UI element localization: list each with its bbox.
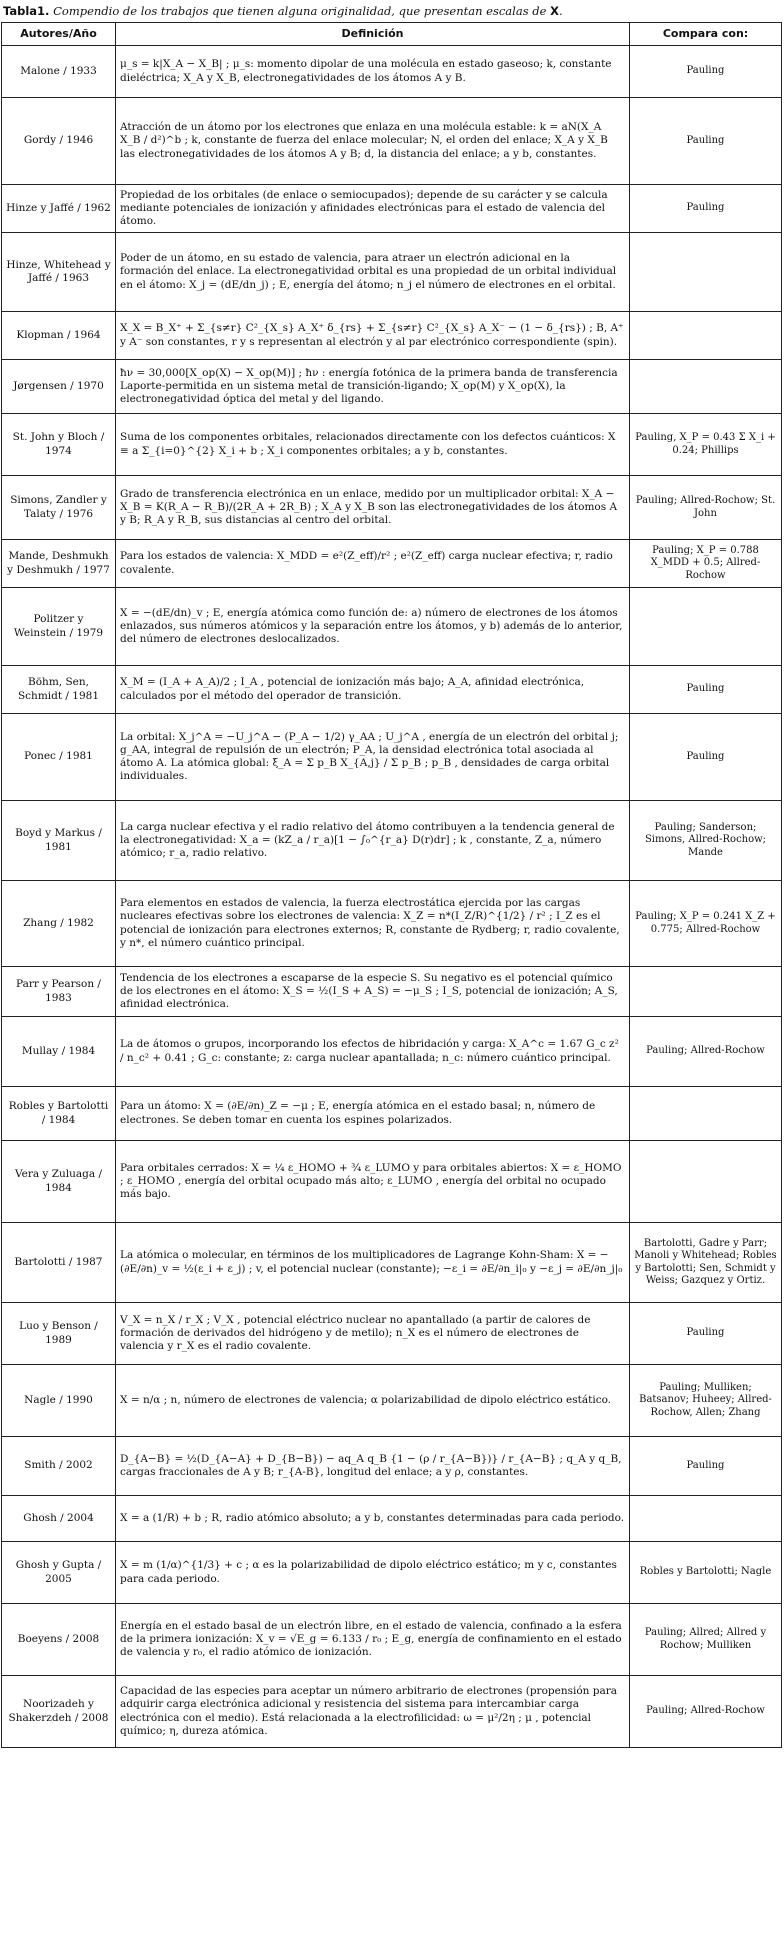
compare-cell: Pauling; Sanderson; Simons, Allred-Rochow; Mande bbox=[630, 801, 782, 881]
definition-cell: X_M = (I_A + A_A)/2 ; I_A , potencial de ionización más bajo; A_A, afinidad electrónica, calculados por el método del operador de transición. bbox=[116, 666, 630, 714]
caption-text: Compendio de los trabajos que tienen alguna originalidad, que presentan escalas de bbox=[53, 4, 547, 18]
author-cell: Luo y Benson / 1989 bbox=[2, 1303, 116, 1365]
table-row bbox=[2, 1087, 782, 1141]
compare-cell bbox=[630, 967, 782, 1017]
author-cell: Nagle / 1990 bbox=[2, 1365, 116, 1437]
caption-symbol: X bbox=[550, 4, 559, 18]
definition-cell: Atracción de un átomo por los electrones que enlaza en una molécula estable: k = aN(X_A X_B / d²)^b ; k, constante de fuerza del enlace molecular; N, el orden del enlace; X_A y X_B las electronegatividades de los átomos A y B; d, la distancia del enlace; a y b, constantes. bbox=[116, 98, 630, 185]
compare-cell: Pauling bbox=[630, 185, 782, 233]
table-row bbox=[2, 881, 782, 967]
author-cell: Robles y Bartolotti / 1984 bbox=[2, 1087, 116, 1141]
compare-cell: Pauling; X_P = 0.241 X_Z + 0.775; Allred-Rochow bbox=[630, 881, 782, 967]
header-definition: Definición bbox=[116, 23, 630, 46]
caption-end: . bbox=[558, 4, 563, 18]
author-cell: Parr y Pearson / 1983 bbox=[2, 967, 116, 1017]
author-cell: Simons, Zandler y Talaty / 1976 bbox=[2, 476, 116, 540]
definition-cell: X_X = B_X⁺ + Σ_{s≠r} C²_{X_s} A_X⁺ δ_{rs} + Σ_{s≠r} C²_{X_s} A_X⁻ − (1 − δ_{rs}) ; B, A⁺ y A⁻ son constantes, r y s representan al electrón y al par electrónico correspondiente (spin). bbox=[116, 312, 630, 360]
table-row bbox=[2, 1303, 782, 1365]
definition-cell: Suma de los componentes orbitales, relacionados directamente con los defectos cuánticos: X ≡ a Σ_{i=0}^{2} X_i + b ; X_i componentes orbitales; a y b, constantes. bbox=[116, 414, 630, 476]
table-row bbox=[2, 1141, 782, 1223]
definition-cell: Para un átomo: X = (∂E/∂n)_Z = −μ ; E, energía atómica en el estado basal; n, número de electrones. Se deben tomar en cuenta los espines polarizados. bbox=[116, 1087, 630, 1141]
definition-cell: Para orbitales cerrados: X = ¼ ε_HOMO + ¾ ε_LUMO y para orbitales abiertos: X = ε_HOMO ; ε_HOMO , energía del orbital ocupado más alto; ε_LUMO , energía del orbital no ocupado más bajo. bbox=[116, 1141, 630, 1223]
author-cell: Hinze y Jaffé / 1962 bbox=[2, 185, 116, 233]
definition-cell: μ_s = k|X_A − X_B| ; μ_s: momento dipolar de una molécula en estado gaseoso; k, constante dieléctrica; X_A y X_B, electronegatividades de los átomos A y B. bbox=[116, 46, 630, 98]
table-row bbox=[2, 1676, 782, 1748]
compare-cell: Pauling; Allred-Rochow bbox=[630, 1676, 782, 1748]
compare-cell: Pauling bbox=[630, 666, 782, 714]
table-header-row bbox=[2, 23, 782, 46]
definition-cell: X = −(dE/dn)_v ; E, energía atómica como función de: a) número de electrones de los átomos enlazados, sus números atómicos y la separación entre los átomos, y b) además de lo anterior, del número de electrones deslocalizados. bbox=[116, 588, 630, 666]
definition-cell: Tendencia de los electrones a escaparse de la especie S. Su negativo es el potencial químico de los electrones en el átomo: X_S = ½(I_S + A_S) = −μ_S ; I_S, potencial de ionización; A_S, afinidad electrónica. bbox=[116, 967, 630, 1017]
compare-cell: Bartolotti, Gadre y Parr; Manoli y Whitehead; Robles y Bartolotti; Sen, Schmidt y Weiss; Gazquez y Ortiz. bbox=[630, 1223, 782, 1303]
table-row bbox=[2, 1017, 782, 1087]
author-cell: Noorizadeh y Shakerzdeh / 2008 bbox=[2, 1676, 116, 1748]
header-authors: Autores/Año bbox=[2, 23, 116, 46]
author-cell: Klopman / 1964 bbox=[2, 312, 116, 360]
table-row bbox=[2, 1437, 782, 1496]
definition-cell: La orbital: X_j^A = −U_j^A − (P_A − 1/2) γ_AA ; U_j^A , energía de un electrón del orbital j; g_AA, integral de repulsión de un electrón; P_A, la densidad electrónica total asociada al átomo A. La atómica global: ξ_A = Σ p_B X_{A,j} / Σ p_B ; p_B , densidades de carga orbital individuales. bbox=[116, 714, 630, 801]
definition-cell: Grado de transferencia electrónica en un enlace, medido por un multiplicador orbital: X_A − X_B = K(R_A − R_B)/(2R_A + 2R_B) ; X_A y X_B son las electronegatividades de los átomos A y B; R_A y R_B, sus distancias al centro del orbital. bbox=[116, 476, 630, 540]
compare-cell bbox=[630, 233, 782, 312]
compare-cell bbox=[630, 588, 782, 666]
compare-cell bbox=[630, 312, 782, 360]
author-cell: Boyd y Markus / 1981 bbox=[2, 801, 116, 881]
table-row bbox=[2, 801, 782, 881]
author-cell: Ghosh y Gupta / 2005 bbox=[2, 1542, 116, 1604]
author-cell: Smith / 2002 bbox=[2, 1437, 116, 1496]
header-compare: Compara con: bbox=[630, 23, 782, 46]
compendium-table bbox=[1, 22, 782, 1748]
author-cell: Hinze, Whitehead y Jaffé / 1963 bbox=[2, 233, 116, 312]
compare-cell bbox=[630, 1496, 782, 1542]
author-cell: Böhm, Sen, Schmidt / 1981 bbox=[2, 666, 116, 714]
caption-label: Tabla1. bbox=[3, 4, 50, 18]
definition-cell: X = m (1/α)^{1/3} + c ; α es la polarizabilidad de dipolo eléctrico estático; m y c, constantes para cada periodo. bbox=[116, 1542, 630, 1604]
definition-cell: Poder de un átomo, en su estado de valencia, para atraer un electrón adicional en la formación del enlace. La electronegatividad orbital es una propiedad de un orbital individual en el átomo: X_j = (dE/dn_j) ; E, energía del átomo; n_j el número de electrones en el orbital. bbox=[116, 233, 630, 312]
compare-cell: Pauling, X_P = 0.43 Σ X_i + 0.24; Phillips bbox=[630, 414, 782, 476]
compare-cell: Pauling bbox=[630, 1437, 782, 1496]
table-row bbox=[2, 360, 782, 414]
author-cell: Ghosh / 2004 bbox=[2, 1496, 116, 1542]
table-row bbox=[2, 46, 782, 98]
definition-cell: La atómica o molecular, en términos de los multiplicadores de Lagrange Kohn-Sham: X = −(∂E/∂n)_v = ½(ε_i + ε_j) ; v, el potencial nuclear (constante); −ε_i = ∂E/∂n_i|₀ y −ε_j = ∂E/∂n_j|₀ bbox=[116, 1223, 630, 1303]
compare-cell: Pauling bbox=[630, 1303, 782, 1365]
compare-cell: Pauling bbox=[630, 714, 782, 801]
table-row bbox=[2, 98, 782, 185]
definition-cell: V_X = n_X / r_X ; V_X , potencial eléctrico nuclear no apantallado (a partir de calores de formación de derivados del hidrógeno y de metilo); n_X es el número de electrones de valencia y r_X es el radio covalente. bbox=[116, 1303, 630, 1365]
table-row bbox=[2, 312, 782, 360]
author-cell: Ponec / 1981 bbox=[2, 714, 116, 801]
definition-cell: La carga nuclear efectiva y el radio relativo del átomo contribuyen a la tendencia general de la electronegatividad: X_a = (kZ_a / r_a)[1 − ∫₀^{r_a} D(r)dr] ; k , constante, Z_a, número atómico; r_a, radio relativo. bbox=[116, 801, 630, 881]
definition-cell: Capacidad de las especies para aceptar un número arbitrario de electrones (propensión para adquirir carga electrónica adicional y resistencia del sistema para intercambiar carga electrónica con el medio). Está relacionada a la electrofilicidad: ω = μ²/2η ; μ , potencial químico; η, dureza atómica. bbox=[116, 1676, 630, 1748]
author-cell: Vera y Zuluaga / 1984 bbox=[2, 1141, 116, 1223]
table-row bbox=[2, 588, 782, 666]
definition-cell: Para elementos en estados de valencia, la fuerza electrostática ejercida por las cargas nucleares efectivas sobre los electrones de valencia: X_Z = n*(I_Z/R)^{1/2} / r² ; I_Z es el potencial de ionización para electrones externos; R, constante de Rydberg; r, radio covalente, y n*, el número cuántico principal. bbox=[116, 881, 630, 967]
table-row bbox=[2, 233, 782, 312]
table-row bbox=[2, 476, 782, 540]
table-row bbox=[2, 666, 782, 714]
author-cell: Jørgensen / 1970 bbox=[2, 360, 116, 414]
definition-cell: La de átomos o grupos, incorporando los efectos de hibridación y carga: X_A^c = 1.67 G_c z² / n_c² + 0.41 ; G_c: constante; z: carga nuclear apantallada; n_c: número cuántico principal. bbox=[116, 1017, 630, 1087]
table-row bbox=[2, 185, 782, 233]
table-row bbox=[2, 714, 782, 801]
definition-cell: Energía en el estado basal de un electrón libre, en el estado de valencia, confinado a la esfera de la primera ionización: X_v = √E_g = 6.133 / r₀ ; E_g, energía de confinamiento en el estado de valencia y r₀, el radio atómico de ionización. bbox=[116, 1604, 630, 1676]
author-cell: Boeyens / 2008 bbox=[2, 1604, 116, 1676]
table-row bbox=[2, 1365, 782, 1437]
compare-cell: Pauling; X_P = 0.788 X_MDD + 0.5; Allred-Rochow bbox=[630, 540, 782, 588]
compare-cell: Pauling; Mulliken; Batsanov; Huheey; Allred-Rochow, Allen; Zhang bbox=[630, 1365, 782, 1437]
table-row bbox=[2, 1542, 782, 1604]
table-row bbox=[2, 1496, 782, 1542]
table-row bbox=[2, 1223, 782, 1303]
author-cell: Malone / 1933 bbox=[2, 46, 116, 98]
author-cell: Mande, Deshmukh y Deshmukh / 1977 bbox=[2, 540, 116, 588]
definition-cell: X = a (1/R) + b ; R, radio atómico absoluto; a y b, constantes determinadas para cada periodo. bbox=[116, 1496, 630, 1542]
compare-cell bbox=[630, 1087, 782, 1141]
author-cell: Zhang / 1982 bbox=[2, 881, 116, 967]
author-cell: St. John y Bloch / 1974 bbox=[2, 414, 116, 476]
compare-cell: Pauling; Allred-Rochow bbox=[630, 1017, 782, 1087]
author-cell: Politzer y Weinstein / 1979 bbox=[2, 588, 116, 666]
definition-cell: D_{A−B} = ½(D_{A−A} + D_{B−B}) − aq_A q_B {1 − (ρ / r_{A−B})} / r_{A−B} ; q_A y q_B, cargas fraccionales de A y B; r_{A-B}, longitud del enlace; a y ρ, constantes. bbox=[116, 1437, 630, 1496]
table-row bbox=[2, 1604, 782, 1676]
table-row bbox=[2, 967, 782, 1017]
definition-cell: Para los estados de valencia: X_MDD = e²(Z_eff)/r² ; e²(Z_eff) carga nuclear efectiva; r, radio covalente. bbox=[116, 540, 630, 588]
definition-cell: ħν = 30,000[X_op(X) − X_op(M)] ; ħν : energía fotónica de la primera banda de transferencia Laporte-permitida en un sistema metal de transición-ligando; X_op(M) y X_op(X), la electronegatividad óptica del metal y del ligando. bbox=[116, 360, 630, 414]
compare-cell: Pauling bbox=[630, 98, 782, 185]
compare-cell: Pauling; Allred; Allred y Rochow; Mulliken bbox=[630, 1604, 782, 1676]
definition-cell: Propiedad de los orbitales (de enlace o semiocupados); depende de su carácter y se calcula mediante potenciales de ionización y afinidades electrónicas para el estado de valencia del átomo. bbox=[116, 185, 630, 233]
compare-cell: Robles y Bartolotti; Nagle bbox=[630, 1542, 782, 1604]
table-row bbox=[2, 540, 782, 588]
compare-cell bbox=[630, 1141, 782, 1223]
compare-cell: Pauling; Allred-Rochow; St. John bbox=[630, 476, 782, 540]
author-cell: Gordy / 1946 bbox=[2, 98, 116, 185]
author-cell: Bartolotti / 1987 bbox=[2, 1223, 116, 1303]
compare-cell: Pauling bbox=[630, 46, 782, 98]
table-row bbox=[2, 414, 782, 476]
definition-cell: X = n/α ; n, número de electrones de valencia; α polarizabilidad de dipolo eléctrico estático. bbox=[116, 1365, 630, 1437]
table-caption bbox=[1, 0, 783, 22]
author-cell: Mullay / 1984 bbox=[2, 1017, 116, 1087]
compare-cell bbox=[630, 360, 782, 414]
